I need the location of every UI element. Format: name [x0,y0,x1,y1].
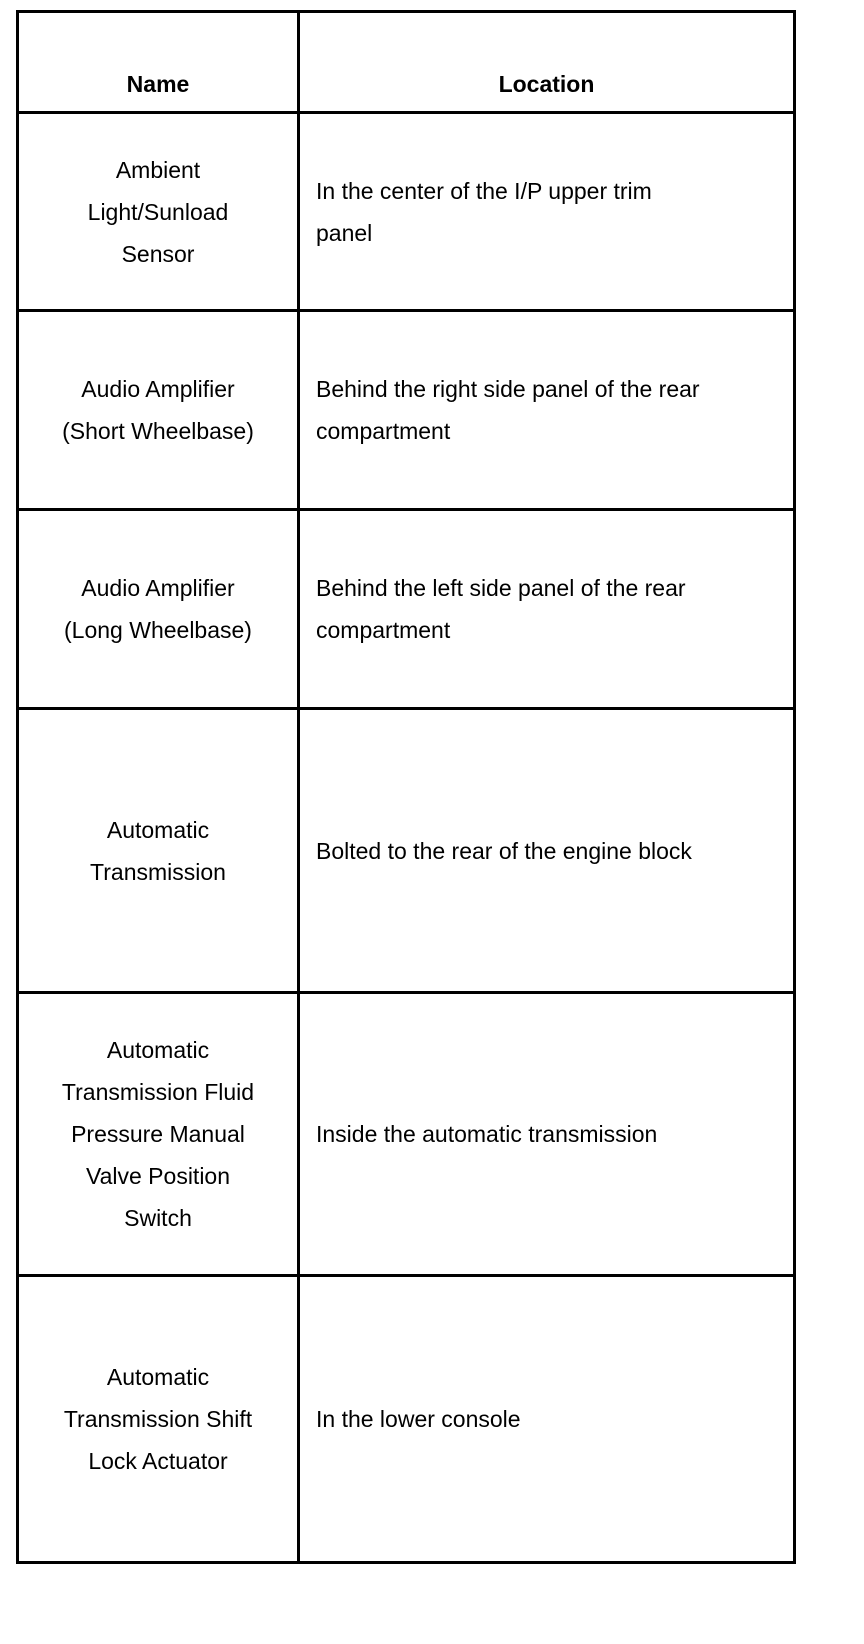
name-line: Automatic [106,816,210,843]
name-line: Valve Position [85,1163,231,1189]
component-location-table [16,10,796,1564]
location-text: Bolted to the rear of the engine block [316,837,692,864]
component-name [19,114,300,309]
component-location [300,1277,796,1561]
component-location [300,511,796,707]
name-line: Sensor [121,240,195,267]
name-line: Automatic [106,1364,210,1390]
component-location [300,994,796,1274]
name-line: Transmission Fluid [61,1079,255,1105]
name-line: Audio Amplifier [81,575,235,601]
name-line: Ambient [115,156,201,183]
name-line: Light/Sunload [87,198,229,225]
name-line: Audio Amplifier [81,376,235,402]
location-text: In the center of the I/P upper trim panel [316,177,652,246]
name-line: Pressure Manual [71,1121,245,1147]
component-name [19,1277,300,1561]
component-name [19,511,300,707]
table-row [19,1277,796,1561]
component-name [19,312,300,508]
component-location [300,114,796,309]
table-row [19,114,796,312]
location-text: Inside the automatic transmission [316,1121,658,1147]
header-location: Location [300,13,796,111]
name-line: (Short Wheelbase) [62,418,254,444]
name-line: Switch [124,1205,192,1231]
name-line: Transmission Shift [63,1406,253,1432]
name-line: Lock Actuator [88,1448,228,1474]
table-row [19,710,796,994]
component-name [19,710,300,991]
table-header-row [19,13,796,114]
table-row [19,511,796,710]
location-text: Behind the right side panel of the rear compartment [316,376,700,444]
name-line: Automatic [106,1037,210,1063]
table-row [19,312,796,511]
table-row [19,994,796,1277]
component-location [300,710,796,991]
component-name [19,994,300,1274]
name-line: Transmission [90,858,226,885]
header-name: Name [19,13,300,111]
component-location [300,312,796,508]
location-text: Behind the left side panel of the rear compartment [316,575,686,643]
location-text: In the lower console [316,1406,521,1432]
name-line: (Long Wheelbase) [64,617,252,643]
